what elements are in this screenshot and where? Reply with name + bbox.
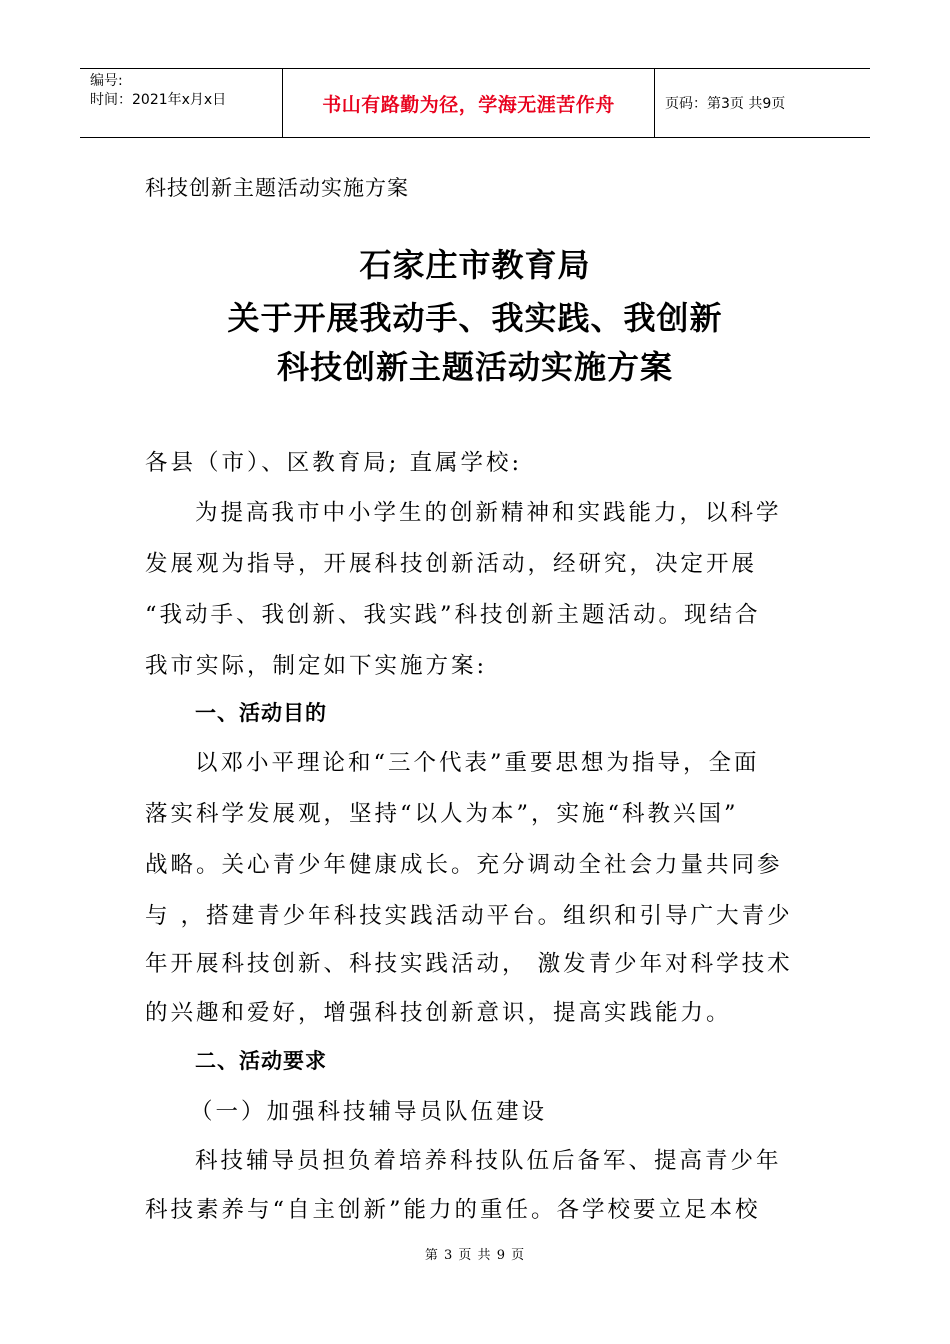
document-header: [80, 68, 870, 138]
section1-line-6: 的兴趣和爱好，增强科技创新意识，提高实践能力。: [145, 1000, 732, 1026]
intro-line-3: “我动手、我创新、我实践”科技创新主题活动。现结合: [145, 602, 761, 628]
document-subtitle: 科技创新主题活动实施方案: [145, 176, 409, 200]
section1-line-3: 战略。关心青少年健康成长。充分调动全社会力量共同参: [145, 852, 783, 878]
subsection1-heading: （一）加强科技辅导员队伍建设: [190, 1099, 548, 1125]
section1-line-2: 落实科学发展观，坚持“以人为本”，实施“科教兴国”: [145, 801, 739, 827]
section1-line-4: 与 ，搭建青少年科技实践活动平台。组织和引导广大青少: [145, 903, 793, 929]
header-time-label: 时间：2021年x月x日: [90, 92, 227, 108]
salutation: 各县（市）、区教育局; 直属学校:: [145, 450, 523, 476]
title-line-3: 科技创新主题活动实施方案: [276, 348, 673, 386]
header-meta: [80, 69, 283, 137]
section1-line-1: 以邓小平理论和“三个代表”重要思想为指导，全面: [195, 750, 760, 776]
title-line-1: 石家庄市教育局: [359, 246, 591, 284]
intro-line-2: 发展观为指导，开展科技创新活动，经研究，决定开展: [145, 551, 758, 577]
page-footer: 第 3 页 共 9 页: [424, 1248, 526, 1263]
intro-line-4: 我市实际，制定如下实施方案:: [145, 653, 488, 679]
header-number-label: 编号:: [90, 73, 123, 89]
title-line-2: 关于开展我动手、我实践、我创新: [227, 299, 723, 337]
subsection1-line-1: 科技辅导员担负着培养科技队伍后备军、提高青少年: [195, 1148, 782, 1174]
header-motto: 书山有路勤为径，学海无涯苦作舟: [283, 69, 655, 137]
header-page-info: 页码：第3页 共9页: [665, 96, 786, 112]
subsection1-line-2: 科技素养与“自主创新”能力的重任。各学校要立足本校: [145, 1197, 761, 1223]
section1-line-5: 年开展科技创新、科技实践活动， 激发青少年对科学技术: [145, 951, 793, 977]
section2-heading: 二、活动要求: [195, 1049, 327, 1073]
section1-heading: 一、活动目的: [195, 701, 327, 725]
intro-line-1: 为提高我市中小学生的创新精神和实践能力，以科学: [195, 500, 782, 526]
